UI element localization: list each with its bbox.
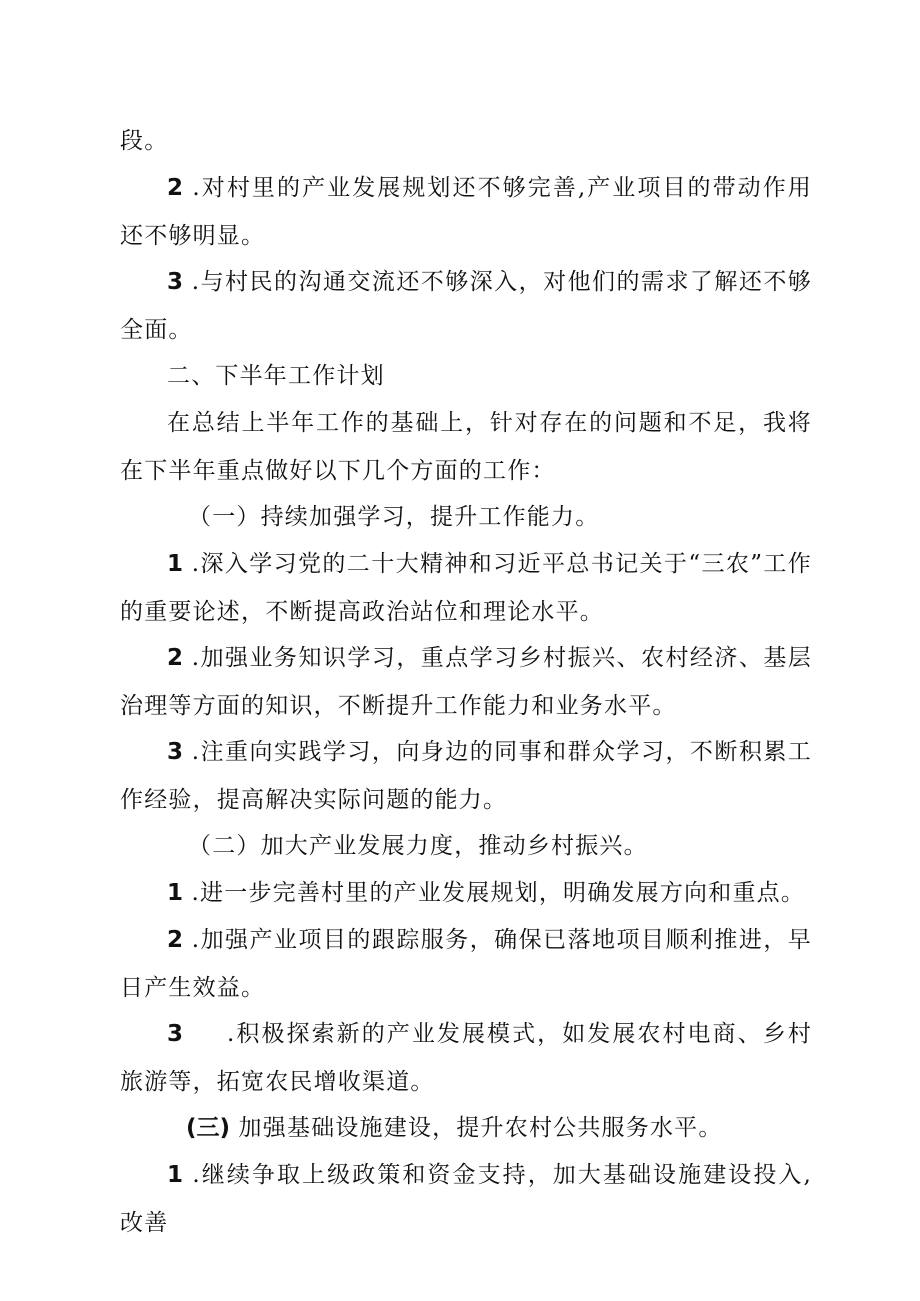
paragraph-industry-2: 2 .加强产业项目的跟踪服务，确保已落地项目顺利推进，早日产生效益。: [120, 927, 812, 1001]
paragraph-problem-3: 3 .与村民的沟通交流还不够深入，对他们的需求了解还不够全面。: [120, 269, 812, 343]
paragraph-study-2: 2 .加强业务知识学习，重点学习乡村振兴、农村经济、基层治理等方面的知识，不断提升工作能力和业务水平。: [120, 645, 812, 719]
paragraph-study-1: 1 .深入学习党的二十大精神和习近平总书记关于“三农”工作的重要论述，不断提高政治站位和理论水平。: [120, 551, 813, 625]
paragraph-problem-2: 2 .对村里的产业发展规划还不够完善,产业项目的带动作用还不够明显。: [120, 175, 812, 249]
paragraph-plan-intro: 在总结上半年工作的基础上，针对存在的问题和不足，我将在下半年重点做好以下几个方面的工作：: [120, 410, 812, 484]
paragraph-infrastructure-1: 1 .继续争取上级政策和资金支持，加大基础设施建设投入,改善: [120, 1162, 812, 1236]
section-heading-plan: 二、下半年工作计划: [167, 363, 385, 389]
subheading-study: （一）持续加强学习，提升工作能力。: [188, 504, 600, 530]
paragraph-industry-3: 3 .积极探索新的产业发展模式，如发展农村电商、乡村旅游等，拓宽农民增收渠道。: [120, 1021, 812, 1095]
subheading-infrastructure: (三) 加强基础设施建设，提升农村公共服务水平。: [186, 1115, 723, 1141]
paragraph-industry-1: 1 .进一步完善村里的产业发展规划，明确发展方向和重点。: [167, 880, 806, 906]
paragraph-continuation: 段。: [120, 128, 169, 154]
subheading-industry: （二）加大产业发展力度，推动乡村振兴。: [188, 833, 648, 859]
paragraph-study-3: 3 .注重向实践学习，向身边的同事和群众学习，不断积累工作经验，提高解决实际问题的能力。: [120, 739, 812, 813]
